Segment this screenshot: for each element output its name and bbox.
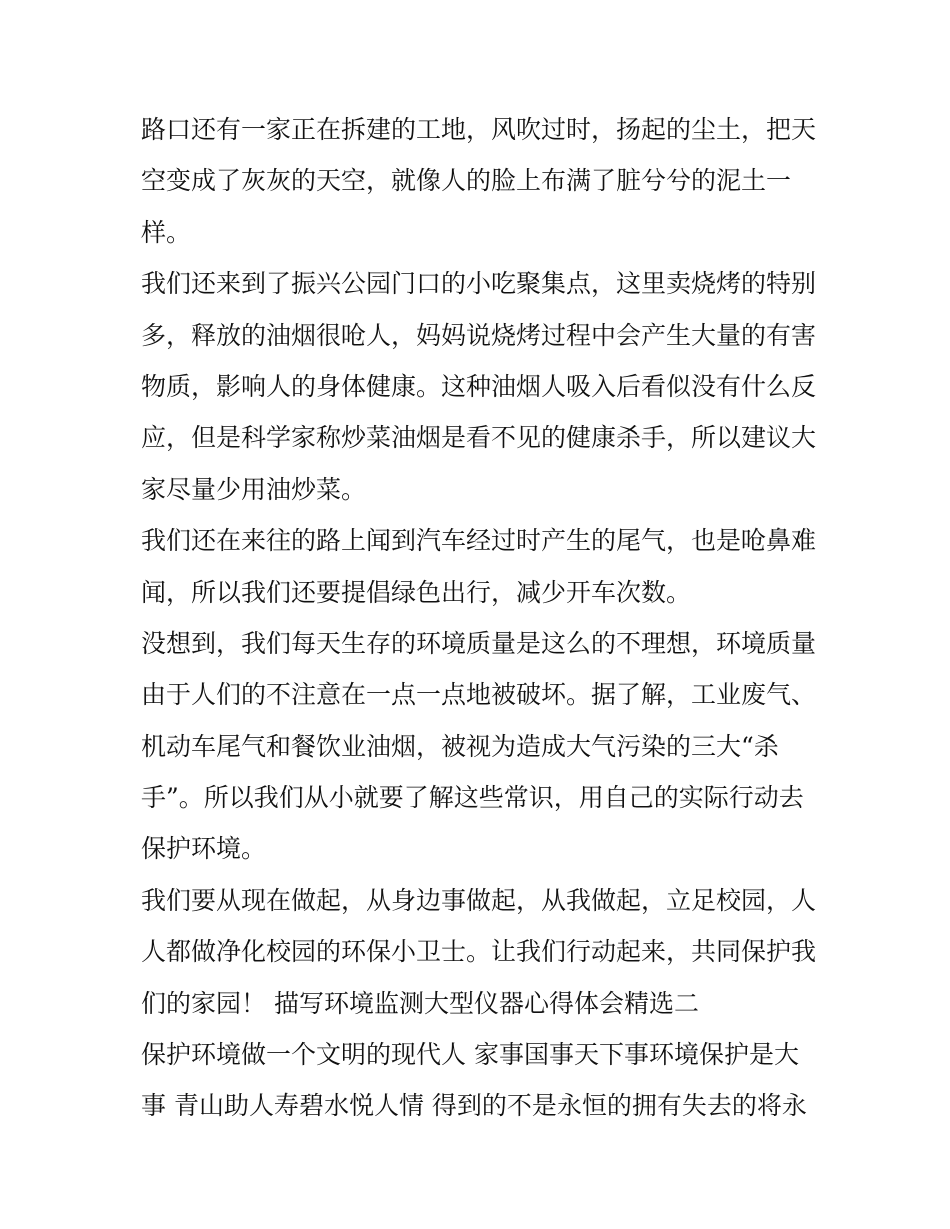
text-line: 应，但是科学家称炒菜油烟是看不见的健康杀手，所以建议大 — [141, 423, 817, 453]
text-line: 家尽量少用油炒菜。 — [141, 474, 367, 504]
text-line: 样。 — [141, 217, 192, 247]
text-line: 闻，所以我们还要提倡绿色出行，减少开车次数。 — [141, 577, 692, 607]
text-line: 我们要从现在做起，从身边事做起，从我做起，立足校园，人 — [141, 885, 817, 915]
text-line: 我们还来到了振兴公园门口的小吃聚集点，这里卖烧烤的特别 — [141, 269, 817, 299]
text-line: 机动车尾气和餐饮业油烟，被视为造成大气污染的三大“杀 — [141, 731, 779, 761]
document-body — [141, 104, 821, 1132]
text-line: 路口还有一家正在拆建的工地，风吹过时，扬起的尘土，把天 — [141, 115, 817, 144]
text-line: 由于人们的不注意在一点一点地被破坏。据了解，工业废气、 — [141, 680, 817, 710]
text-line: 物质，影响人的身体健康。这种油烟人吸入后看似没有什么反 — [141, 371, 817, 401]
text-line: 们的家园！ 描写环境监测大型仪器心得体会精选二 — [141, 988, 699, 1018]
text-line: 人都做净化校园的环保小卫士。让我们行动起来，共同保护我 — [141, 937, 817, 967]
text-line: 保护环境做一个文明的现代人 家事国事天下事环境保护是大 — [141, 1040, 799, 1070]
text-line: 空变成了灰灰的天空，就像人的脸上布满了脏兮兮的泥土一 — [141, 166, 792, 196]
text-line: 多，释放的油烟很呛人，妈妈说烧烤过程中会产生大量的有害 — [141, 320, 817, 350]
text-line: 保护环境。 — [141, 834, 267, 864]
text-line: 手”。所以我们从小就要了解这些常识，用自己的实际行动去 — [141, 783, 804, 813]
text-line: 我们还在来往的路上闻到汽车经过时产生的尾气，也是呛鼻难 — [141, 526, 817, 556]
text-line: 没想到，我们每天生存的环境质量是这么的不理想，环境质量 — [141, 628, 817, 658]
text-line: 事 青山助人寿碧水悦人情 得到的不是永恒的拥有失去的将永 — [141, 1091, 807, 1121]
